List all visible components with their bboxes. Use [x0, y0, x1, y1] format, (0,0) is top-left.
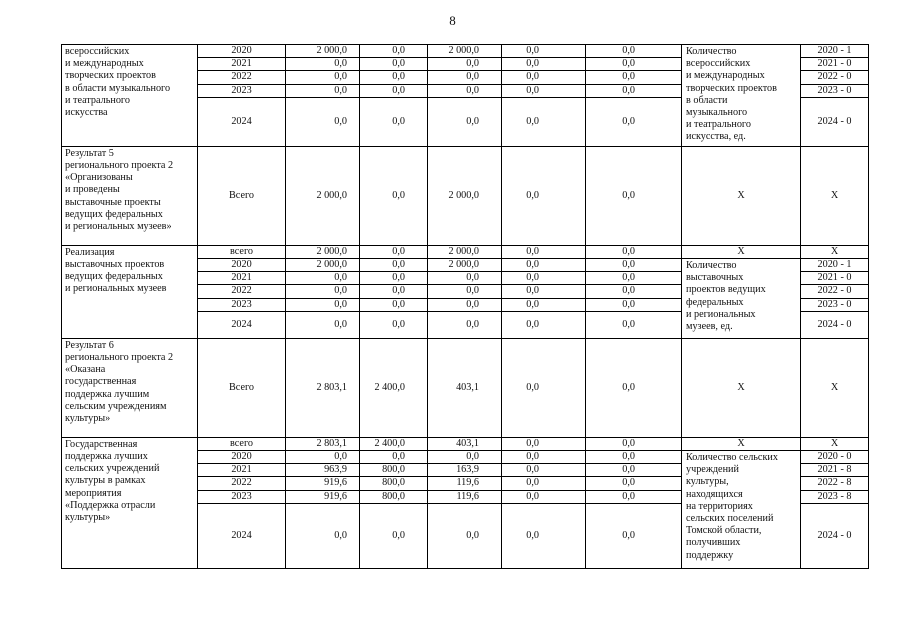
table-row [62, 45, 869, 58]
value-cell: 0,0 [502, 259, 586, 272]
value-cell: 0,0 [360, 285, 428, 298]
value-cell: 0,0 [586, 58, 682, 71]
value-cell: 0,0 [586, 71, 682, 84]
value-cell: 0,0 [502, 503, 586, 568]
target-cell: 2020 - 1 [801, 45, 869, 58]
year-cell: Всего [198, 146, 286, 245]
year-cell: всего [198, 245, 286, 258]
value-cell: 0,0 [428, 58, 502, 71]
value-cell: 0,0 [586, 146, 682, 245]
year-cell: 2020 [198, 45, 286, 58]
value-cell: 0,0 [286, 503, 360, 568]
year-cell: 2021 [198, 58, 286, 71]
value-cell: 2 400,0 [360, 338, 428, 437]
value-cell: 0,0 [586, 451, 682, 464]
value-cell: 0,0 [360, 298, 428, 311]
value-cell: 0,0 [502, 272, 586, 285]
value-cell: 0,0 [586, 45, 682, 58]
year-cell: 2022 [198, 285, 286, 298]
value-cell: 0,0 [360, 245, 428, 258]
value-cell: 0,0 [586, 285, 682, 298]
value-cell: 0,0 [586, 477, 682, 490]
value-cell: 800,0 [360, 490, 428, 503]
target-cell: 2021 - 8 [801, 464, 869, 477]
value-cell: 0,0 [360, 58, 428, 71]
value-cell: 0,0 [428, 71, 502, 84]
value-cell: 0,0 [586, 338, 682, 437]
value-cell: 0,0 [586, 490, 682, 503]
indicator-cell: Количество выставочных проектов ведущих федеральных и региональных музеев, ед. [682, 259, 801, 339]
year-cell: 2024 [198, 97, 286, 146]
target-cell: 2020 - 0 [801, 451, 869, 464]
value-cell: 0,0 [360, 311, 428, 338]
indicator-cell: Количество всероссийских и международных творческих проектов в области музыкального и театрального искусства, ед. [682, 45, 801, 147]
year-cell: 2022 [198, 71, 286, 84]
value-cell: 800,0 [360, 477, 428, 490]
value-cell: 0,0 [360, 259, 428, 272]
value-cell: 2 400,0 [360, 437, 428, 450]
budget-table [61, 44, 869, 569]
value-cell: 0,0 [360, 71, 428, 84]
value-cell: 2 803,1 [286, 338, 360, 437]
value-cell: 0,0 [502, 477, 586, 490]
indicator-cell: Количество сельских учреждений культуры, находящихся на территориях сельских поселений Томской области, получивших поддержку [682, 451, 801, 569]
value-cell: 800,0 [360, 464, 428, 477]
value-cell: 0,0 [586, 464, 682, 477]
value-cell: 0,0 [286, 71, 360, 84]
value-cell: 0,0 [428, 298, 502, 311]
value-cell: 0,0 [586, 437, 682, 450]
target-cell: 2021 - 0 [801, 272, 869, 285]
target-cell: 2022 - 8 [801, 477, 869, 490]
value-cell: 0,0 [428, 272, 502, 285]
value-cell: 0,0 [586, 245, 682, 258]
value-cell: 0,0 [286, 272, 360, 285]
target-cell: 2024 - 0 [801, 97, 869, 146]
value-cell: 2 000,0 [286, 245, 360, 258]
indicator-cell: Х [682, 437, 801, 450]
value-cell: 0,0 [502, 58, 586, 71]
indicator-cell: Х [682, 146, 801, 245]
value-cell: 0,0 [360, 84, 428, 97]
value-cell: 0,0 [286, 311, 360, 338]
value-cell: 0,0 [286, 285, 360, 298]
value-cell: 0,0 [286, 84, 360, 97]
year-cell: 2021 [198, 272, 286, 285]
value-cell: 403,1 [428, 338, 502, 437]
value-cell: 2 000,0 [428, 259, 502, 272]
value-cell: 963,9 [286, 464, 360, 477]
result-name: Результат 6 регионального проекта 2 «Оказана государственная поддержка лучшим сельским учреждениям культуры» [62, 338, 198, 437]
target-cell: Х [801, 146, 869, 245]
indicator-cell: Х [682, 245, 801, 258]
year-cell: 2024 [198, 503, 286, 568]
value-cell: 0,0 [502, 71, 586, 84]
value-cell: 2 000,0 [428, 45, 502, 58]
event-name: всероссийских и международных творческих проектов в области музыкального и театрального искусства [62, 45, 198, 147]
value-cell: 919,6 [286, 490, 360, 503]
target-cell: 2023 - 0 [801, 84, 869, 97]
result-name: Результат 5 регионального проекта 2 «Организованы и проведены выставочные проекты ведущих федеральных и региональных музеев» [62, 146, 198, 245]
value-cell: 0,0 [586, 311, 682, 338]
value-cell: 919,6 [286, 477, 360, 490]
value-cell: 0,0 [502, 45, 586, 58]
value-cell: 2 803,1 [286, 437, 360, 450]
year-cell: 2023 [198, 298, 286, 311]
table-row [62, 245, 869, 258]
value-cell: 0,0 [428, 285, 502, 298]
value-cell: 163,9 [428, 464, 502, 477]
value-cell: 0,0 [586, 84, 682, 97]
year-cell: 2022 [198, 477, 286, 490]
value-cell: 0,0 [502, 451, 586, 464]
value-cell: 0,0 [360, 45, 428, 58]
year-cell: 2020 [198, 259, 286, 272]
value-cell: 0,0 [360, 146, 428, 245]
table-row [62, 437, 869, 450]
year-cell: 2023 [198, 84, 286, 97]
value-cell: 119,6 [428, 477, 502, 490]
value-cell: 0,0 [586, 97, 682, 146]
value-cell: 0,0 [502, 97, 586, 146]
value-cell: 0,0 [428, 311, 502, 338]
year-cell: 2023 [198, 490, 286, 503]
value-cell: 0,0 [586, 503, 682, 568]
value-cell: 0,0 [586, 272, 682, 285]
target-cell: 2022 - 0 [801, 71, 869, 84]
value-cell: 0,0 [360, 451, 428, 464]
value-cell: 403,1 [428, 437, 502, 450]
value-cell: 0,0 [286, 451, 360, 464]
value-cell: 0,0 [502, 245, 586, 258]
value-cell: 0,0 [360, 97, 428, 146]
value-cell: 2 000,0 [428, 146, 502, 245]
target-cell: 2022 - 0 [801, 285, 869, 298]
event-name: Реализация выставочных проектов ведущих федеральных и региональных музеев [62, 245, 198, 338]
value-cell: 2 000,0 [286, 45, 360, 58]
value-cell: 0,0 [360, 272, 428, 285]
target-cell: 2020 - 1 [801, 259, 869, 272]
value-cell: 0,0 [286, 298, 360, 311]
year-cell: Всего [198, 338, 286, 437]
value-cell: 0,0 [502, 464, 586, 477]
year-cell: 2020 [198, 451, 286, 464]
result-row [62, 338, 869, 437]
indicator-cell: Х [682, 338, 801, 437]
page-number: 8 [449, 13, 456, 28]
event-name: Государственная поддержка лучших сельских учреждений культуры в рамках мероприятия «Поддержка отрасли культуры» [62, 437, 198, 568]
value-cell: 0,0 [428, 503, 502, 568]
value-cell: 0,0 [428, 451, 502, 464]
value-cell: 0,0 [286, 97, 360, 146]
year-cell: всего [198, 437, 286, 450]
value-cell: 0,0 [502, 298, 586, 311]
value-cell: 0,0 [586, 298, 682, 311]
value-cell: 0,0 [586, 259, 682, 272]
value-cell: 0,0 [502, 437, 586, 450]
value-cell: 2 000,0 [286, 146, 360, 245]
target-cell: Х [801, 437, 869, 450]
target-cell: Х [801, 245, 869, 258]
value-cell: 0,0 [502, 338, 586, 437]
value-cell: 2 000,0 [428, 245, 502, 258]
value-cell: 0,0 [360, 503, 428, 568]
year-cell: 2024 [198, 311, 286, 338]
value-cell: 119,6 [428, 490, 502, 503]
target-cell: 2024 - 0 [801, 503, 869, 568]
value-cell: 0,0 [428, 84, 502, 97]
value-cell: 0,0 [502, 490, 586, 503]
value-cell: 0,0 [502, 285, 586, 298]
target-cell: 2023 - 0 [801, 298, 869, 311]
target-cell: 2023 - 8 [801, 490, 869, 503]
value-cell: 0,0 [502, 311, 586, 338]
target-cell: 2024 - 0 [801, 311, 869, 338]
value-cell: 0,0 [428, 97, 502, 146]
result-row [62, 146, 869, 245]
target-cell: 2021 - 0 [801, 58, 869, 71]
value-cell: 0,0 [502, 84, 586, 97]
year-cell: 2021 [198, 464, 286, 477]
value-cell: 2 000,0 [286, 259, 360, 272]
value-cell: 0,0 [502, 146, 586, 245]
value-cell: 0,0 [286, 58, 360, 71]
target-cell: Х [801, 338, 869, 437]
